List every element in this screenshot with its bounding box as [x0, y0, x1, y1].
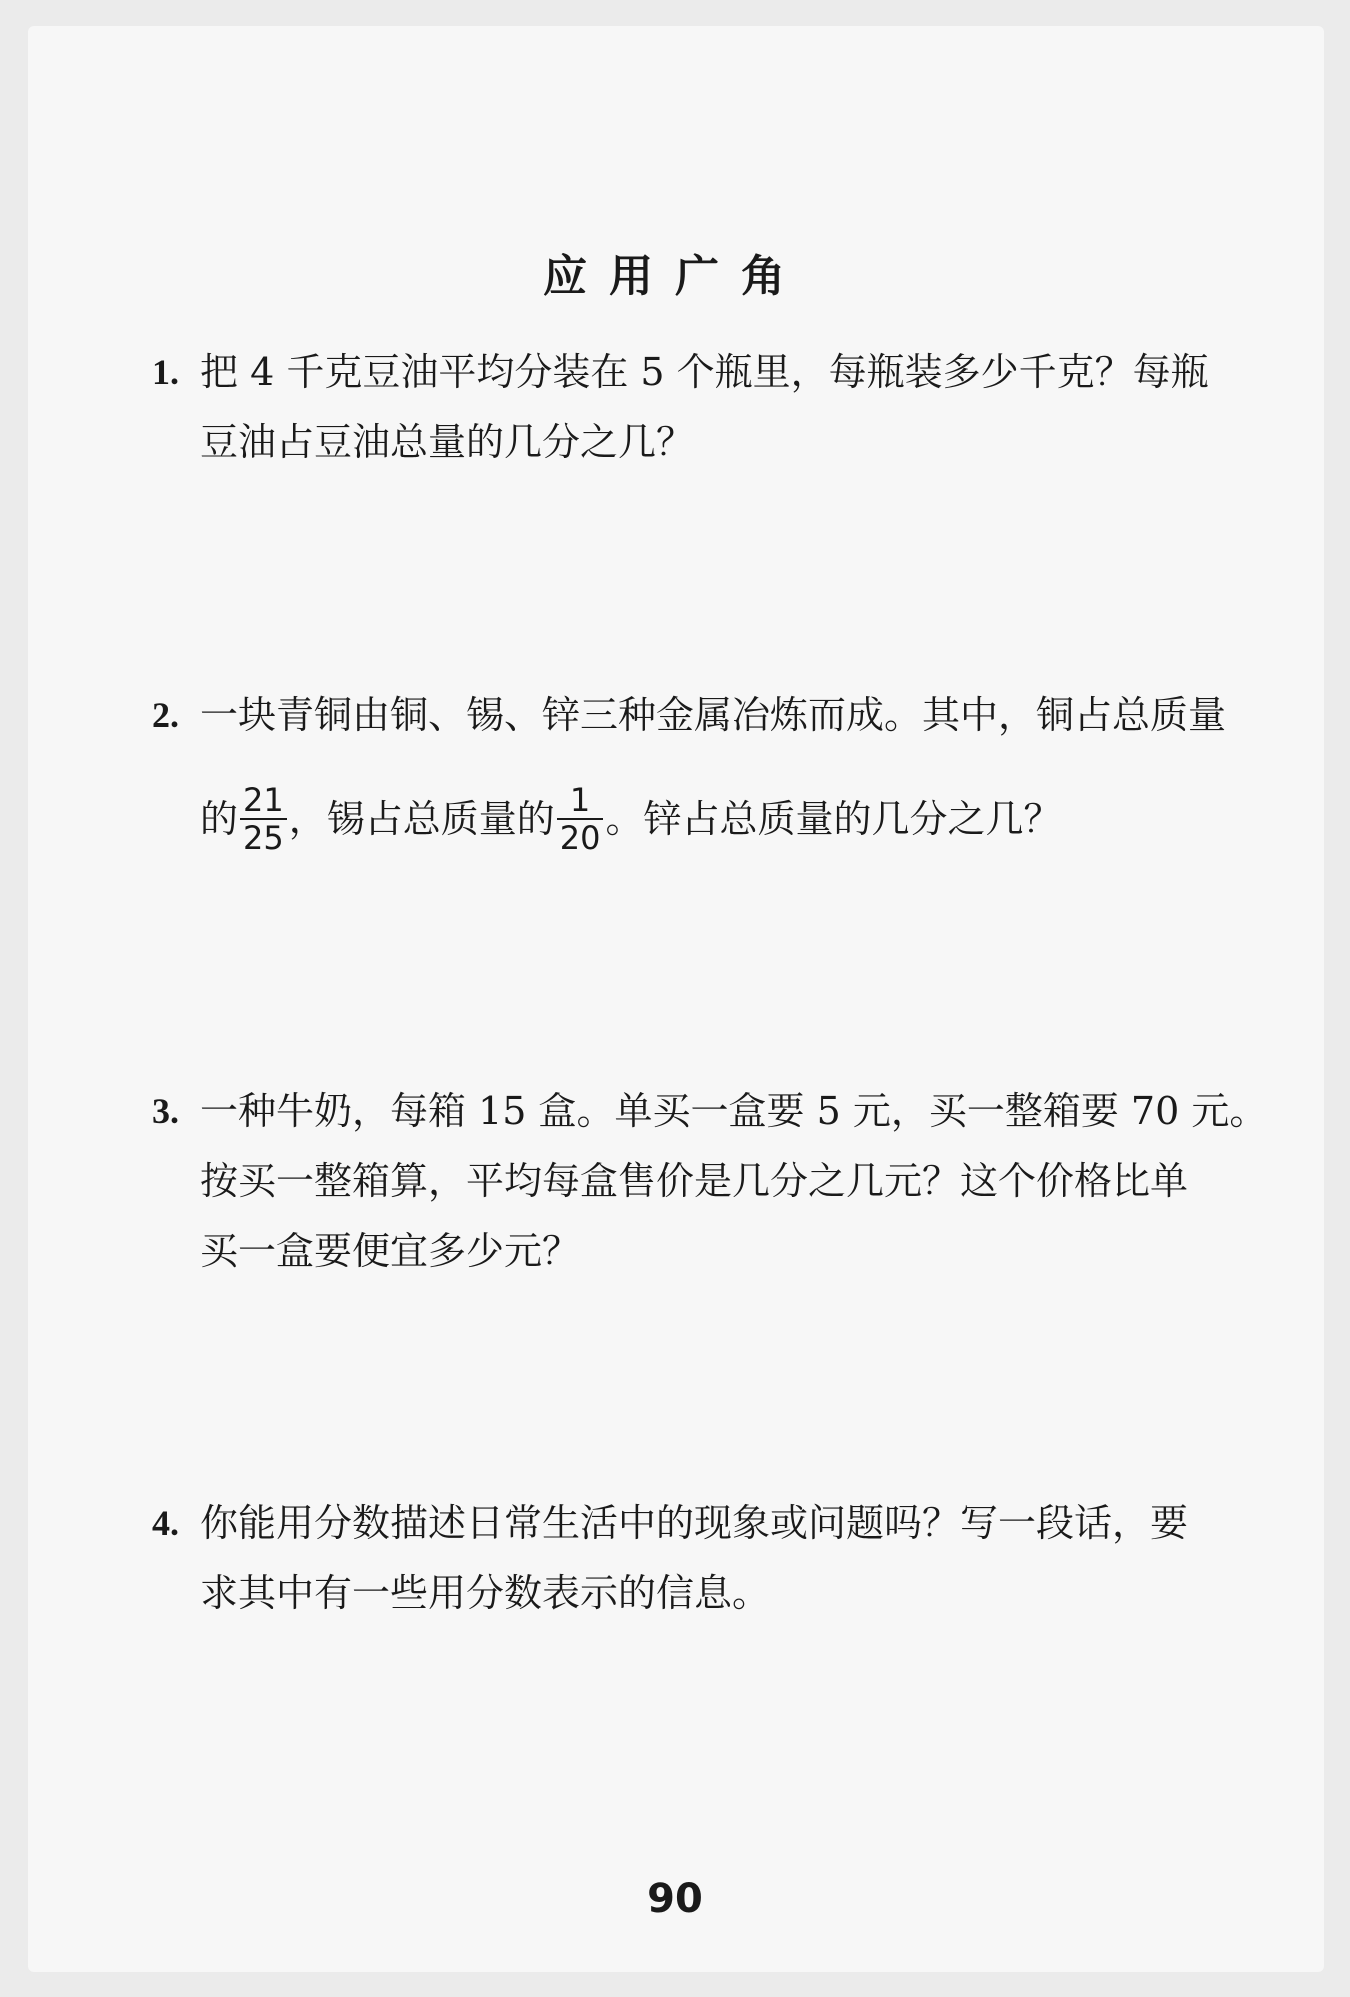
text-segment: 。锌占总质量的几分之几？ — [605, 797, 1062, 841]
fraction-numerator: 1 — [557, 782, 604, 820]
problem-text-line: 把 4 千克豆油平均分装在 5 个瓶里，每瓶装多少千克？每瓶 — [200, 350, 1209, 394]
fraction — [557, 782, 604, 856]
problem-text-line: 按买一整箱算，平均每盒售价是几分之几元？这个价格比单 — [200, 1159, 1189, 1203]
text-segment: 的 — [200, 797, 239, 841]
problem-number: 4. — [152, 1503, 179, 1543]
fraction-numerator: 21 — [240, 782, 287, 820]
problem-text-line: 豆油占豆油总量的几分之几？ — [200, 420, 695, 464]
problem-text-line: 你能用分数描述日常生活中的现象或问题吗？写一段话，要 — [200, 1501, 1189, 1545]
problem-text-line: 买一盒要便宜多少元？ — [200, 1229, 581, 1273]
fraction-denominator: 25 — [243, 818, 284, 857]
problem-number: 3. — [152, 1091, 179, 1131]
fraction — [240, 782, 287, 856]
problem-text-line: 一块青铜由铜、锡、锌三种金属冶炼而成。其中，铜占总质量 — [200, 693, 1227, 737]
problem-text-line: 求其中有一些用分数表示的信息。 — [200, 1571, 771, 1615]
problem-text-line: 一种牛奶，每箱 15 盒。单买一盒要 5 元，买一整箱要 70 元。 — [200, 1089, 1268, 1133]
page-number: 90 — [647, 1876, 703, 1922]
text-segment: ，锡占总质量的 — [288, 797, 555, 841]
page-title: 应用广角 — [543, 251, 807, 302]
fraction-denominator: 20 — [559, 818, 601, 857]
problem-number: 1. — [152, 352, 179, 392]
problem-number: 2. — [152, 695, 179, 735]
page-sheet — [28, 26, 1324, 1972]
problem-text-line-with-fractions — [200, 774, 1061, 864]
